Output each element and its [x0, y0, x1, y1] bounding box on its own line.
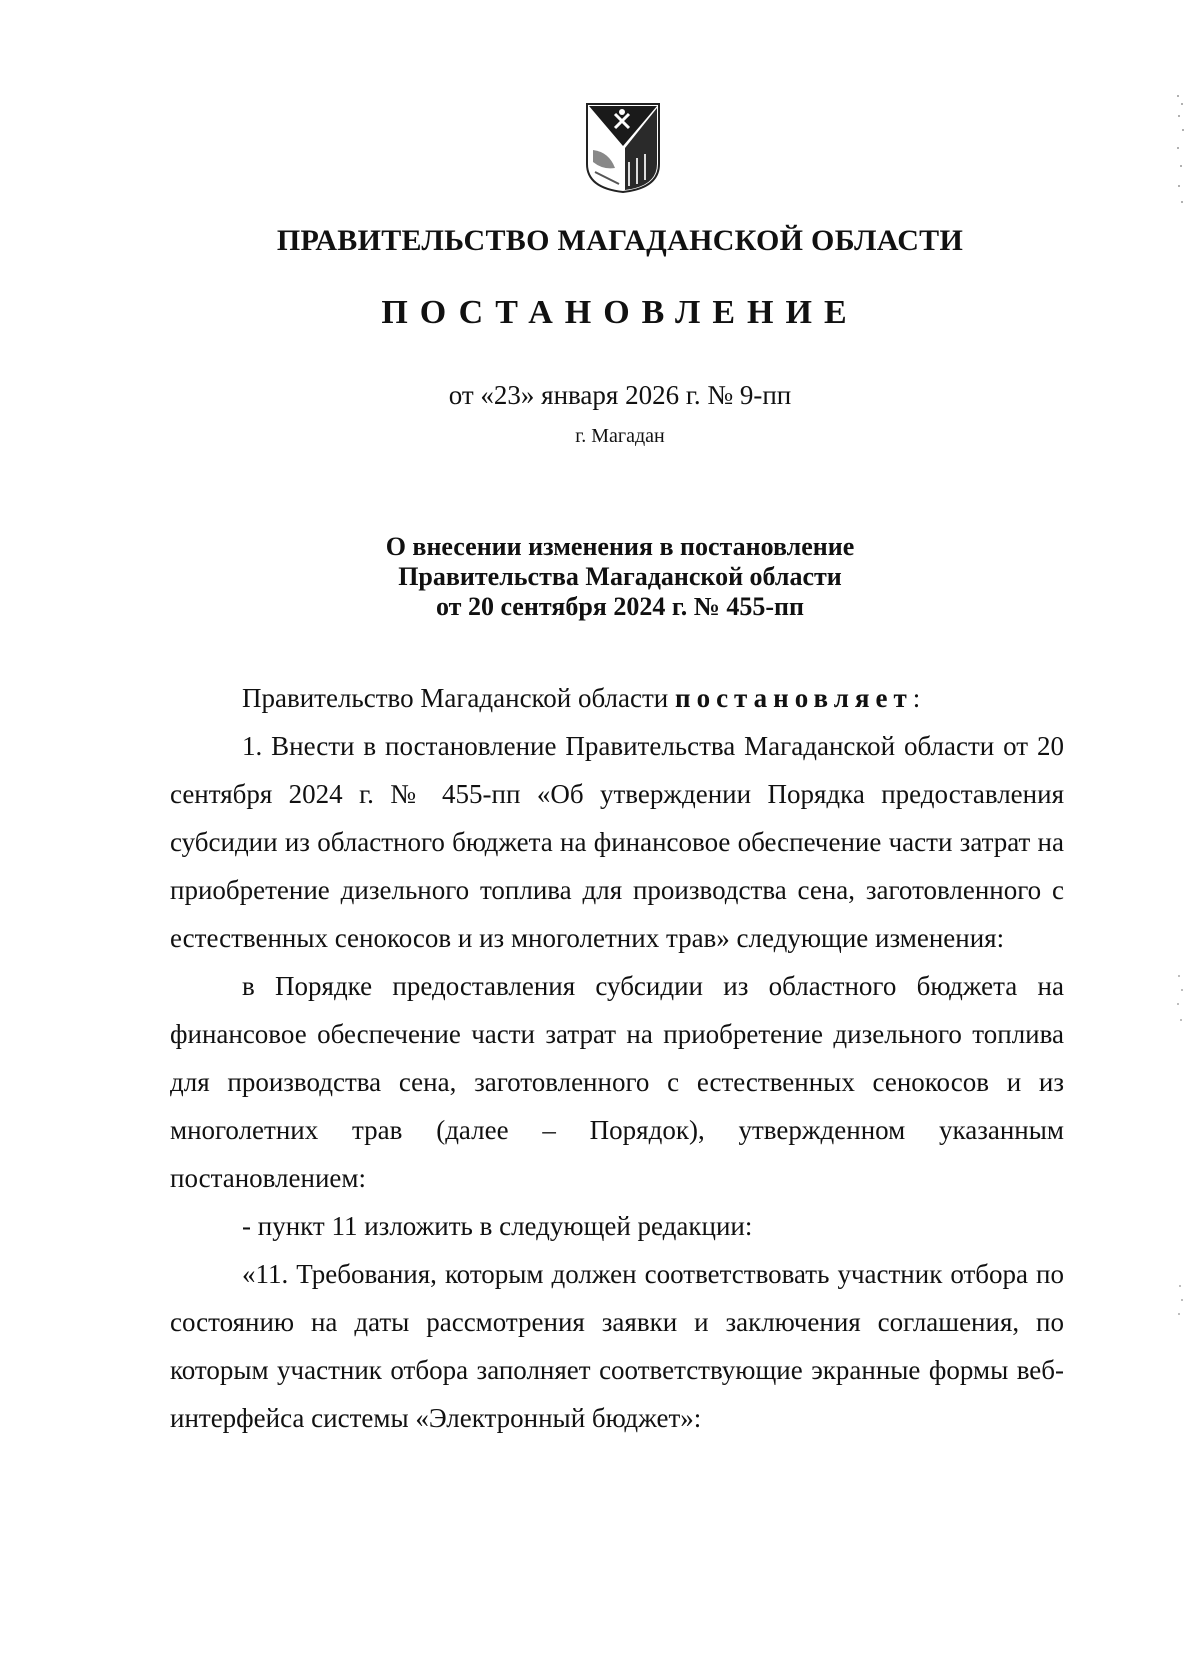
- document-date-number: от «23» января 2026 г. № 9-пп: [448, 380, 792, 410]
- scan-artifact-marks: [1174, 970, 1188, 1030]
- subject-line: О внесении изменения в постановление: [385, 532, 855, 561]
- document-subject: [0, 532, 1200, 622]
- subject-line: Правительства Магаданской области: [398, 562, 842, 591]
- scan-artifact-marks: [1174, 1280, 1188, 1320]
- preamble-colon: :: [912, 683, 921, 713]
- coat-of-arms-emblem: [585, 102, 661, 194]
- body-paragraph-2: в Порядке предоставления субсидии из областного бюджета на финансовое обеспечение части затрат на приобретение дизельного топлива для производства сена, заготовленного с естественных сенокосов и из многолетних трав (далее – Порядок), утвержденном указанным постановлением:: [170, 971, 1064, 1193]
- preamble-paragraph: [170, 674, 1064, 722]
- body-paragraph-3: - пункт 11 изложить в следующей редакции:: [242, 1211, 753, 1241]
- scan-artifact-marks: [1174, 90, 1188, 210]
- body-paragraph-4: «11. Требования, которым должен соответствовать участник отбора по состоянию на даты рассмотрения заявки и заключения соглашения, по которым участник отбора заполняет соответствующие экранные формы веб-интерфейса системы «Электронный бюджет»:: [170, 1259, 1064, 1433]
- organization-title: ПРАВИТЕЛЬСТВО МАГАДАНСКОЙ ОБЛАСТИ: [276, 224, 964, 257]
- preamble-verb: постановляет: [675, 683, 913, 713]
- preamble-text: Правительство Магаданской области: [242, 683, 676, 713]
- document-body: [170, 674, 1064, 1442]
- body-paragraph-1: 1. Внести в постановление Правительства Магаданской области от 20 сентября 2024 г. № 455-пп «Об утверждении Порядка предоставления субсидии из областного бюджета на финансовое обеспечение части затрат на приобретение дизельного топлива для производства сена, заготовленного с естественных сенокосов и из многолетних трав» следующие изменения:: [170, 731, 1064, 953]
- subject-line: от 20 сентября 2024 г. № 455-пп: [436, 592, 804, 621]
- document-city: г. Магадан: [575, 425, 665, 447]
- document-type-title: ПОСТАНОВЛЕНИЕ: [381, 294, 859, 331]
